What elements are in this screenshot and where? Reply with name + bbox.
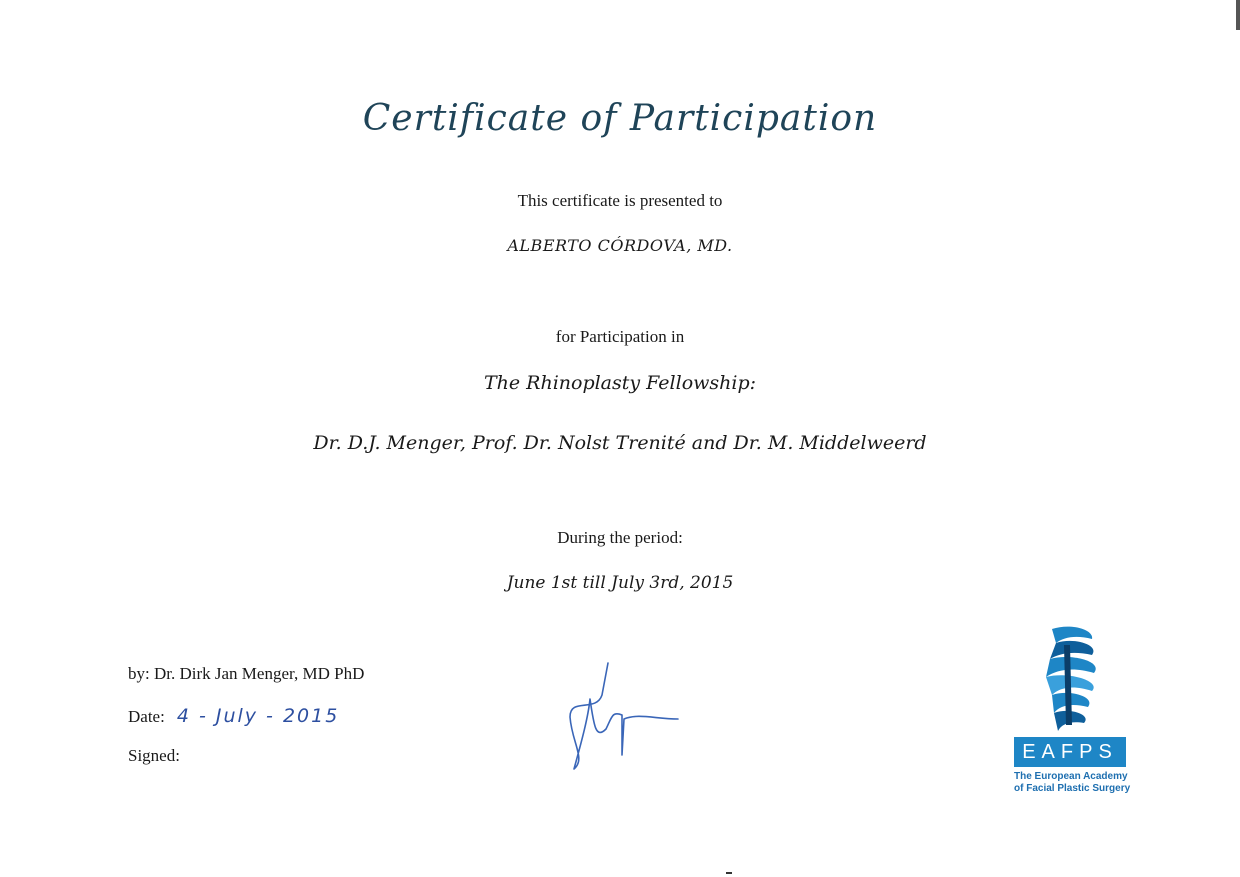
program-name: The Rhinoplasty Fellowship: [483, 372, 757, 394]
eafps-caption [1014, 771, 1144, 795]
ribbon-helix-icon [1030, 625, 1110, 737]
recipient-name: ALBERTO CÓRDOVA, MD. [507, 236, 733, 255]
period-dates: June 1st till July 3rd, 2015 [506, 573, 734, 593]
date-line [128, 705, 339, 727]
handwritten-signature [560, 655, 690, 775]
signed-label: Signed: [128, 746, 180, 765]
participation-label: for Participation in [555, 327, 685, 346]
eafps-logo [1010, 625, 1130, 800]
eafps-acronym: EAFPS [1014, 737, 1126, 767]
eafps-caption-line2: of Facial Plastic Surgery [1014, 783, 1131, 794]
scan-edge [1236, 0, 1240, 30]
certificate-title: Certificate of Participation [362, 98, 878, 139]
period-label: During the period: [557, 528, 683, 547]
issuer-line: by: Dr. Dirk Jan Menger, MD PhD [128, 664, 365, 683]
faculty-list: Dr. D.J. Menger, Prof. Dr. Nolst Trenité and Dr. M. Middelweerd [313, 432, 927, 454]
eafps-caption-line1: The European Academy [1014, 771, 1128, 782]
handwritten-date: 4 - July - 2015 [176, 705, 340, 727]
scan-speck [726, 872, 732, 874]
presented-to-label: This certificate is presented to [517, 191, 723, 210]
date-label: Date: [128, 707, 165, 726]
